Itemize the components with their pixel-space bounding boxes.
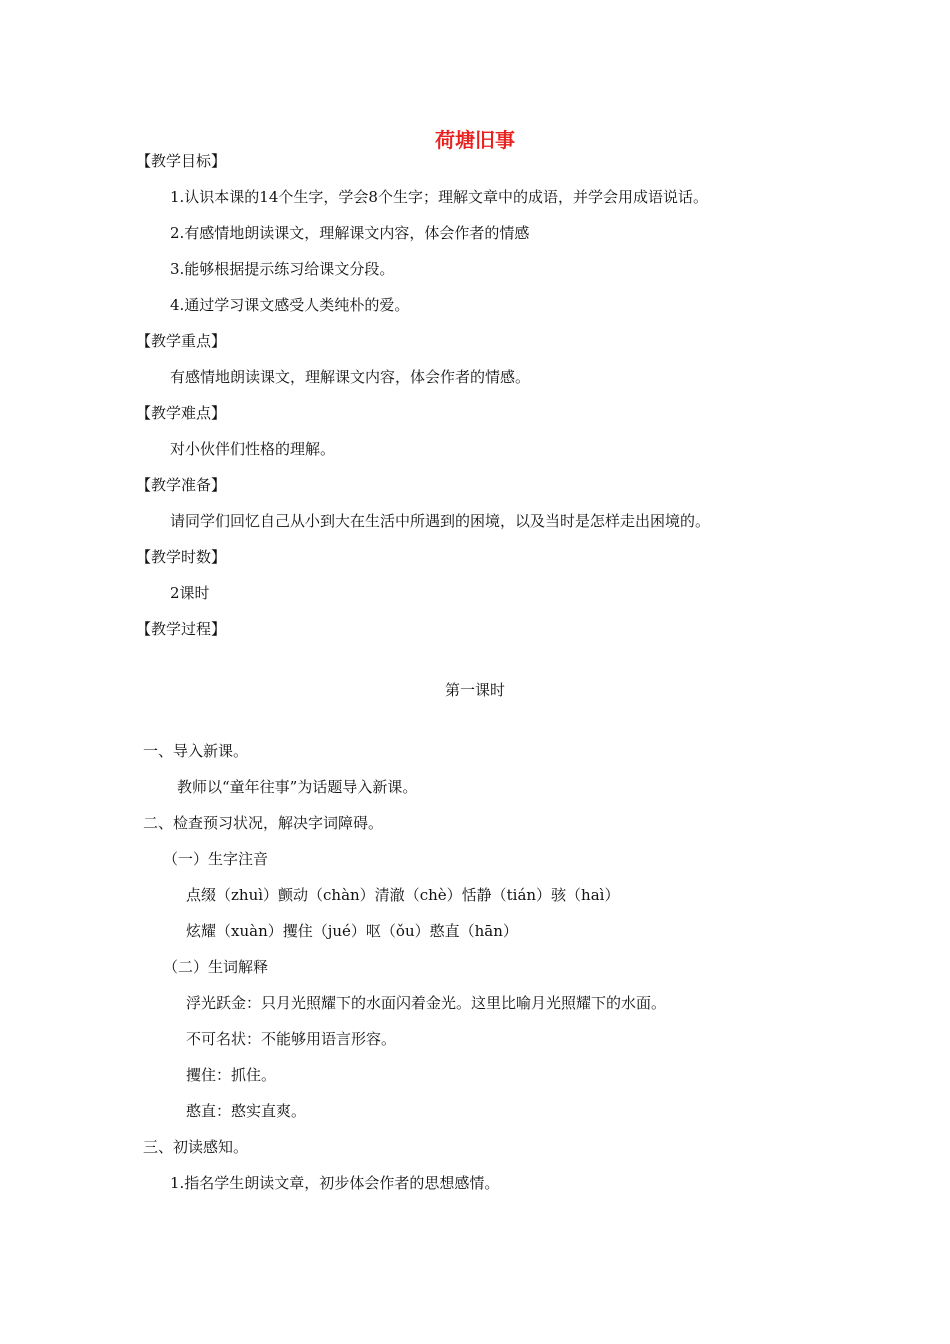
step2-sub-heading: （二）生词解释 [163, 958, 269, 976]
vocab-item: 不可名状：不能够用语言形容。 [186, 1030, 397, 1048]
vocab-item: 攫住：抓住。 [186, 1066, 277, 1084]
objective-item: 3.能够根据提示练习给课文分段。 [170, 260, 395, 278]
vocab-item: 憨直：憨实直爽。 [186, 1102, 307, 1120]
step3-heading: 三、初读感知。 [143, 1138, 249, 1156]
process-heading: 【教学过程】 [136, 620, 227, 638]
step1-text: 教师以“童年往事”为话题导入新课。 [177, 778, 418, 796]
objective-item: 1.认识本课的14个生字，学会8个生字；理解文章中的成语，并学会用成语说话。 [170, 188, 708, 206]
pinyin-line: 炫耀（xuàn）攫住（jué）呕（ǒu）憨直（hān） [186, 922, 518, 940]
key-points-heading: 【教学重点】 [136, 332, 227, 350]
hours-heading: 【教学时数】 [136, 548, 227, 566]
step2-heading: 二、检查预习状况，解决字词障碍。 [143, 814, 384, 832]
objectives-heading: 【教学目标】 [136, 152, 227, 170]
preparation-heading: 【教学准备】 [136, 476, 227, 494]
difficulty-text: 对小伙伴们性格的理解。 [170, 440, 336, 458]
hours-text: 2课时 [170, 584, 210, 602]
step2-sub-heading: （一）生字注音 [163, 850, 269, 868]
preparation-text: 请同学们回忆自己从小到大在生活中所遇到的困境，以及当时是怎样走出困境的。 [170, 512, 711, 530]
key-points-text: 有感情地朗读课文，理解课文内容，体会作者的情感。 [170, 368, 531, 386]
vocab-item: 浮光跃金：只月光照耀下的水面闪着金光。这里比喻月光照耀下的水面。 [186, 994, 667, 1012]
pinyin-line: 点缀（zhuì）颤动（chàn）清澈（chè）恬静（tián）骇（haì） [186, 886, 620, 904]
objective-item: 2.有感情地朗读课文，理解课文内容，体会作者的情感 [170, 224, 530, 242]
document-title: 荷塘旧事 [435, 128, 515, 152]
step3-item: 1.指名学生朗读文章，初步体会作者的思想感情。 [170, 1174, 500, 1192]
objective-item: 4.通过学习课文感受人类纯朴的爱。 [170, 296, 410, 314]
difficulty-heading: 【教学难点】 [136, 404, 227, 422]
lesson-subtitle: 第一课时 [444, 681, 505, 699]
step1-heading: 一、导入新课。 [143, 742, 249, 760]
